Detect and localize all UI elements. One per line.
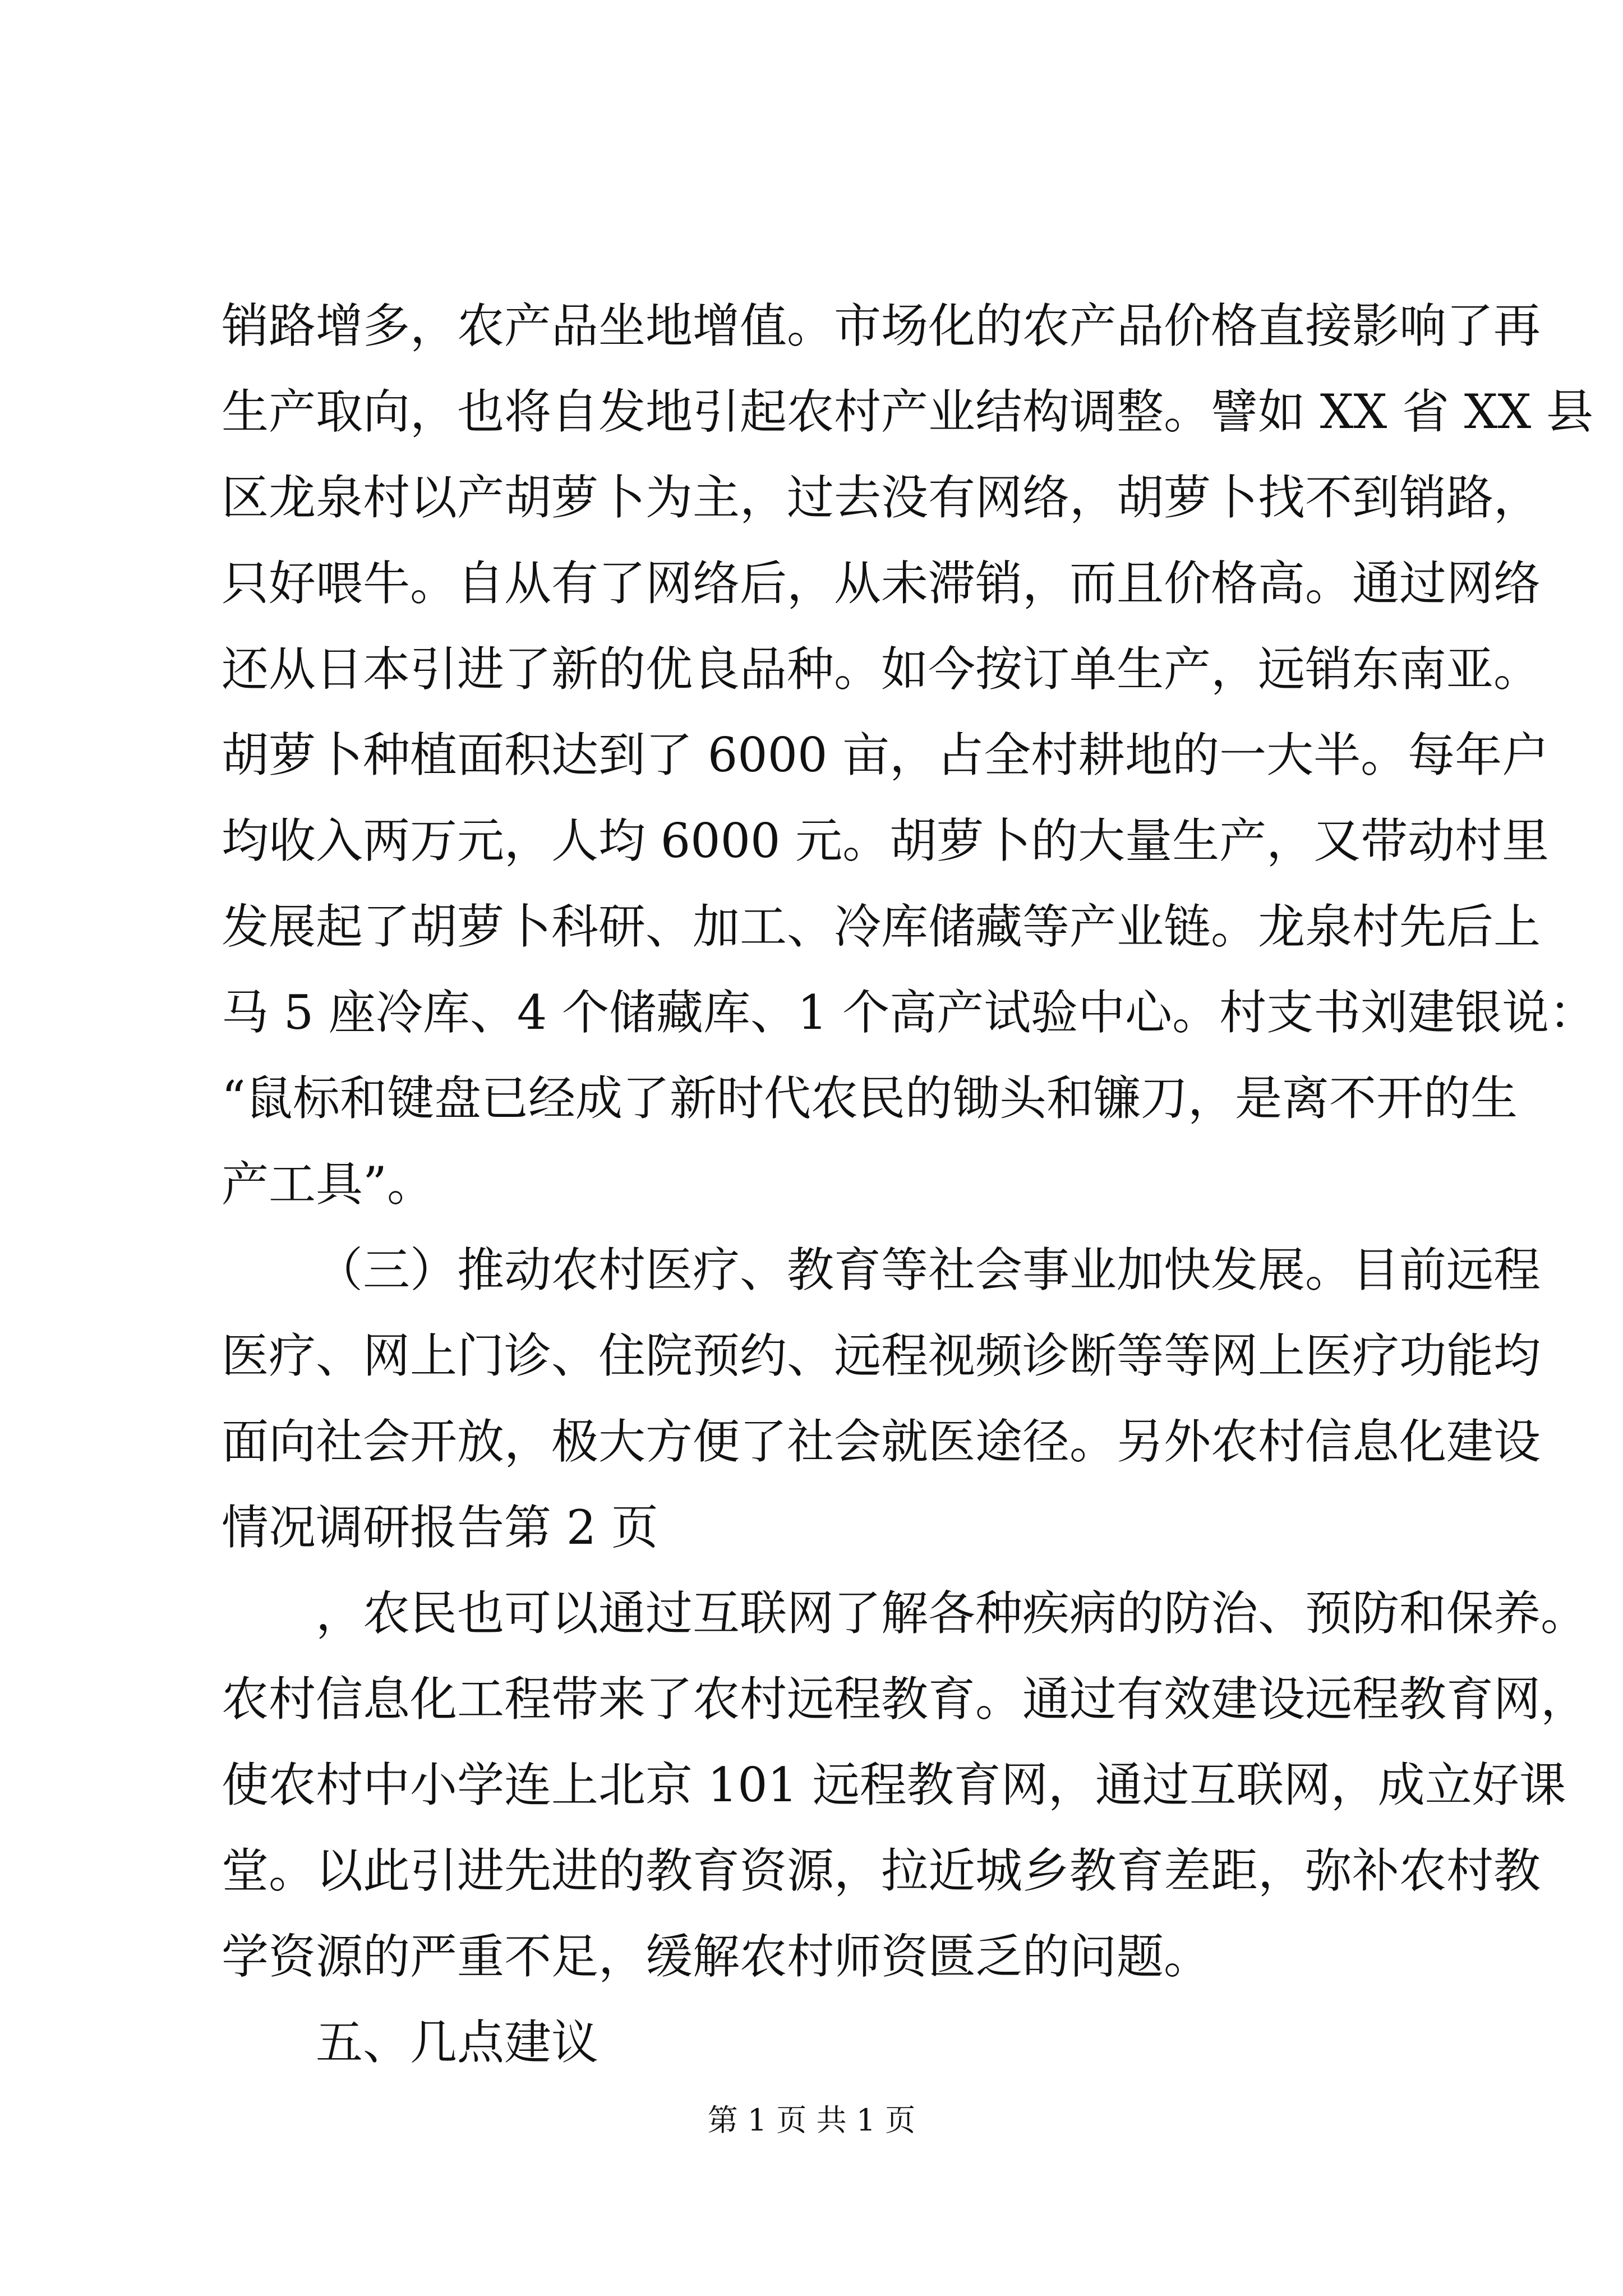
- text-line: 马 5 座冷库、4 个储藏库、1 个高产试验中心。村支书刘建银说：: [222, 985, 1597, 1040]
- text-line: 只好喂牛。自从有了网络后，从未滞销，而且价格高。通过网络: [222, 556, 1541, 611]
- text-line: 使农村中小学连上北京 101 远程教育网，通过互联网，成立好课: [222, 1757, 1566, 1812]
- text-line: 还从日本引进了新的优良品种。如今按订单生产，远销东南亚。: [222, 642, 1541, 697]
- text-line: 胡萝卜种植面积达到了 6000 亩，占全村耕地的一大半。每年户: [222, 728, 1550, 783]
- document-body: [222, 283, 1597, 2086]
- text-line: 产工具”。: [222, 1157, 434, 1212]
- text-line: 销路增多，农产品坐地增值。市场化的农产品价格直接影响了再: [222, 298, 1541, 353]
- text-line: 堂。以此引进先进的教育资源，拉近城乡教育差距，弥补农村教: [222, 1843, 1541, 1898]
- text-line: “鼠标和键盘已经成了新时代农民的锄头和镰刀，是离不开的生: [222, 1071, 1518, 1126]
- text-line: 医疗、网上门诊、住院预约、远程视频诊断等等网上医疗功能均: [222, 1328, 1541, 1383]
- text-line: 区龙泉村以产胡萝卜为主，过去没有网络，胡萝卜找不到销路，: [222, 470, 1541, 525]
- text-line: 面向社会开放，极大方便了社会就医途径。另外农村信息化建设: [222, 1414, 1541, 1469]
- text-line: 情况调研报告第 2 页: [222, 1500, 658, 1555]
- text-line: 农村信息化工程带来了农村远程教育。通过有效建设远程教育网，: [222, 1672, 1588, 1727]
- text-line: ，农民也可以通过互联网了解各种疾病的防治、预防和保养。: [316, 1586, 1588, 1641]
- text-line: （三）推动农村医疗、教育等社会事业加快发展。目前远程: [316, 1243, 1541, 1297]
- text-line: 均收入两万元，人均 6000 元。胡萝卜的大量生产，又带动村里: [222, 813, 1550, 868]
- text-line: 生产取向，也将自发地引起农村产业结构调整。譬如 XX 省 XX 县: [222, 384, 1594, 439]
- text-line: 学资源的严重不足，缓解农村师资匮乏的问题。: [222, 1929, 1211, 1984]
- page-footer: 第 1 页 共 1 页: [707, 2102, 916, 2138]
- text-line: 发展起了胡萝卜科研、加工、冷库储藏等产业链。龙泉村先后上: [222, 899, 1541, 954]
- text-line: 五、几点建议: [316, 2015, 599, 2070]
